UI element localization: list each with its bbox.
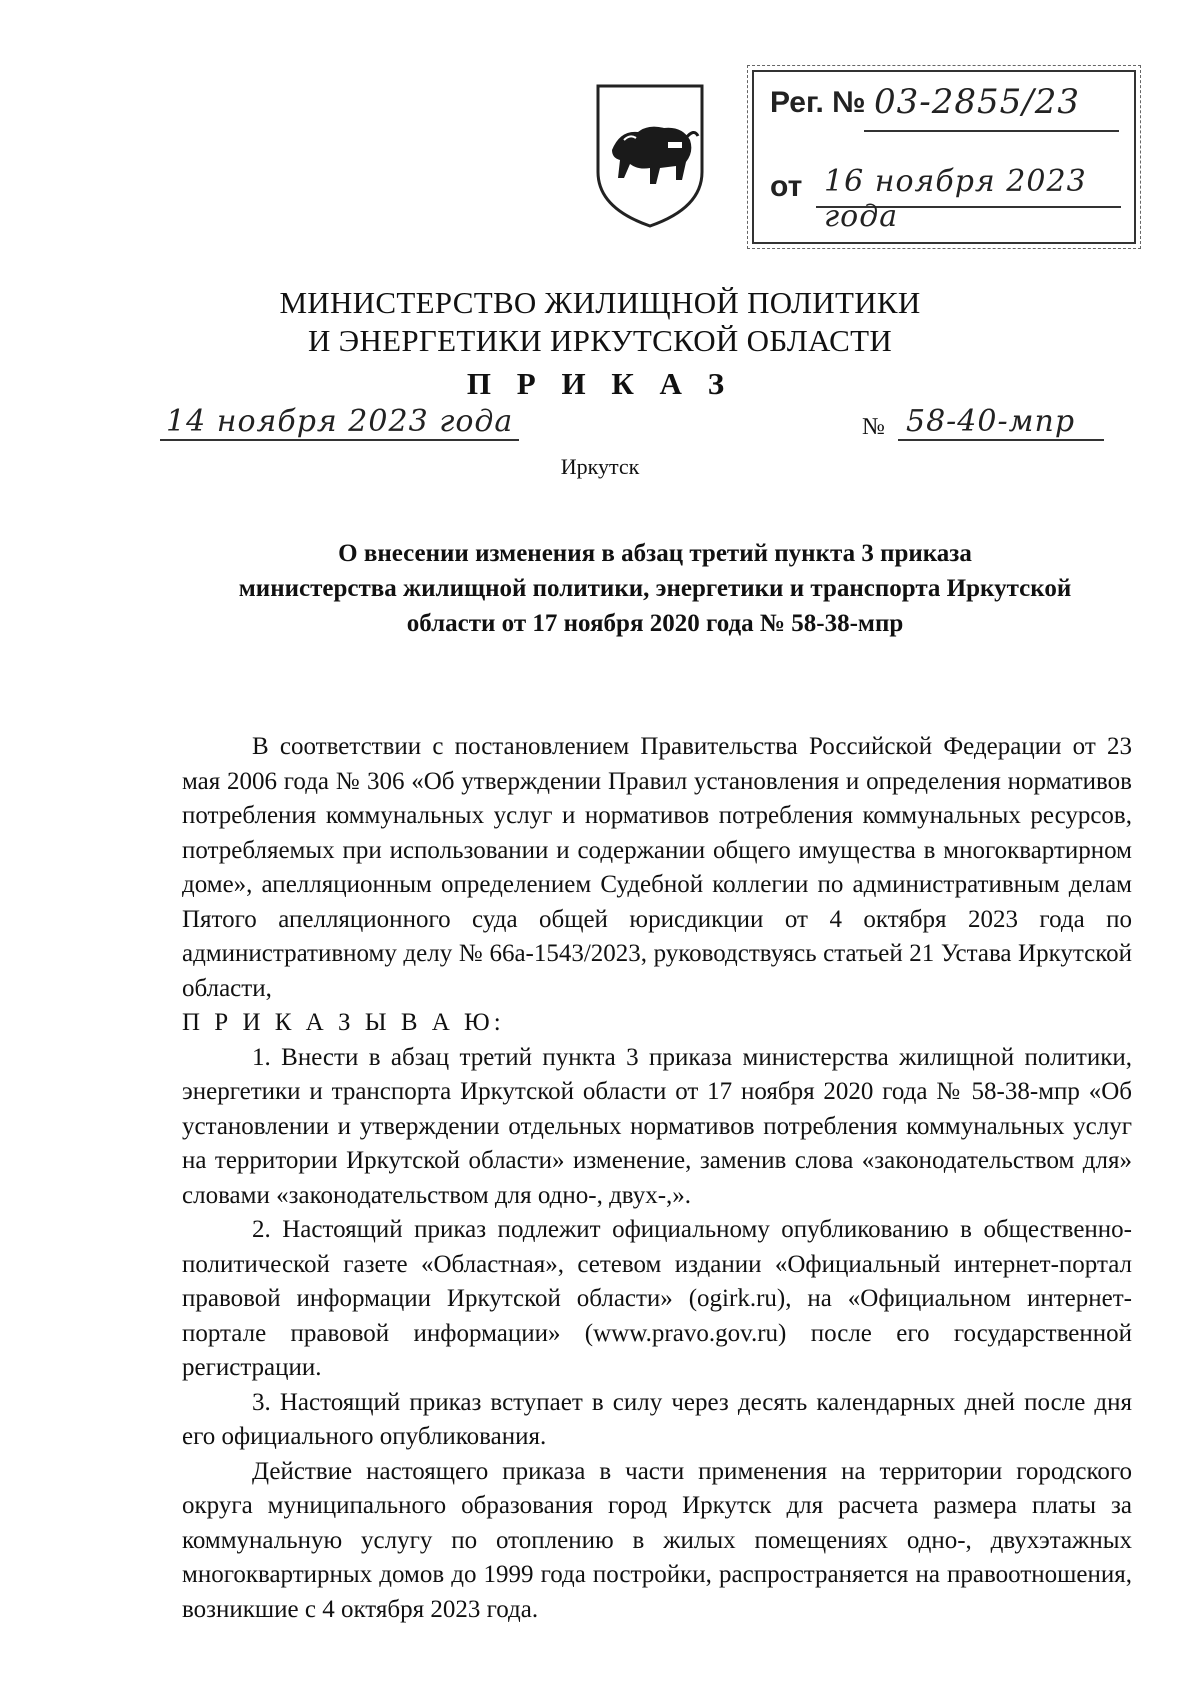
order-subject (180, 536, 1130, 641)
reg-date-label: от (770, 170, 803, 203)
order-directive: П Р И К А З Ы В А Ю: (182, 1009, 505, 1036)
subject-line2: министерства жилищной политики, энергетики и транспорта Иркутской (238, 575, 1072, 602)
subject-line3: области от 17 ноября 2020 года № 58-38-мпр (406, 610, 904, 637)
coat-of-arms-emblem (590, 80, 710, 230)
ministry-name-line1: МИНИСТЕРСТВО ЖИЛИЩНОЙ ПОЛИТИКИ (279, 285, 921, 320)
preamble-paragraph: В соответствии с постановлением Правительства Российской Федерации от 23 мая 2006 года № 306 «Об утверждении Правил установления и определения нормативов потребления коммунальных услуг и нормативов потребления коммунальных ресурсов, потребляемых при использовании и содержании общего имущества в многоквартирном доме», апелляционным определением Судебной коллегии по административным делам Пятого апелляционного суда общей юрисдикции от 4 октября 2023 года по административному делу № 66а-1543/2023, руководствуясь статьей 21 Устава Иркутской области, (182, 733, 1132, 1002)
reg-number-label: Рег. № (770, 86, 866, 119)
reg-number-value: 03-2855/23 (874, 82, 1080, 122)
order-number: 58-40-мпр (898, 404, 1104, 441)
document-type-title: П Р И К А З (466, 366, 734, 401)
registration-stamp (752, 70, 1136, 244)
order-body (182, 730, 1132, 1627)
reg-date-value: 16 ноября 2023 года (824, 164, 1087, 234)
reg-number-underline (864, 130, 1119, 132)
order-number-label: № (862, 414, 885, 440)
item-1-paragraph: 1. Внести в абзац третий пункта 3 приказа министерства жилищной политики, энергетики и транспорта Иркутской области от 17 ноября 2020 года № 58-38-мпр «Об установлении и утверждении отдельных нормативов потребления коммунальных услуг на территории Иркутской области» изменение, заменив слова «законодательством для» словами «законодательством для одно-, двух-,». (182, 1043, 1132, 1209)
subject-line1: О внесении изменения в абзац третий пункта 3 приказа (338, 540, 972, 567)
ministry-name-line2: И ЭНЕРГЕТИКИ ИРКУТСКОЙ ОБЛАСТИ (307, 323, 893, 358)
city-name: Иркутск (560, 454, 640, 479)
item-2-paragraph: 2. Настоящий приказ подлежит официальному опубликованию в общественно-политической газете «Областная», сетевом издании «Официальный интернет-портал правовой информации Иркутской области» (ogirk.ru), на «Официальном интернет-портале правовой информации» (www.pravo.gov.ru) после его государственной регистрации. (182, 1216, 1132, 1381)
item-3-extra-paragraph: Действие настоящего приказа в части применения на территории городского округа муниципального образования город Иркутск для расчета размера платы за коммунальную услугу по отоплению в жилых помещениях одно-, двухэтажных многоквартирных домов до 1999 года постройки, распространяется на правоотношения, возникшие с 4 октября 2023 года. (182, 1457, 1132, 1623)
order-date: 14 ноября 2023 года (160, 404, 519, 441)
item-3-paragraph: 3. Настоящий приказ вступает в силу через десять календарных дней после дня его официального опубликования. (182, 1388, 1132, 1450)
